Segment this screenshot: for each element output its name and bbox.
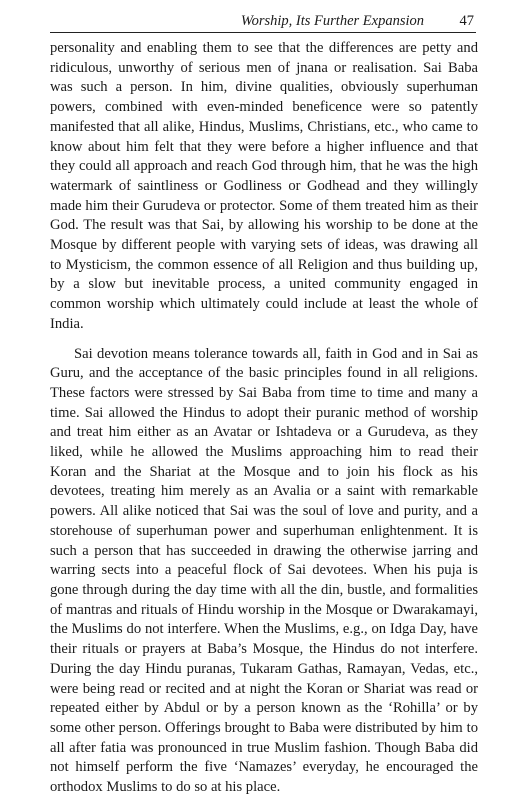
body-text — [50, 39, 478, 798]
running-title: Worship, Its Further Expansion — [240, 13, 424, 29]
paragraph-sai-devotion: Sai devotion means tolerance towards all, faith in God and in Sai as Guru, and the acceptance of the basic principles found in all religions. These factors were stressed by Sai Baba from time to time and many a time. Sai allowed the Hindus to adopt their puranic method of worship and treat him either as an Avatar or Ishtadeva or a Gurudeva, as they liked, while he allowed the Muslims approaching him to read their Koran and the Shariat at the Mosque and to join his flock as his devotees, treating him merely as an Avalia or a saint with remarkable powers. All alike noticed that Sai was the soul of love and purity, and a storehouse of superhuman power and superhuman enlightenment. It is such a person that has succeeded in drawing the otherwise jarring and warring sects into a peaceful flock of Sai devotees. When his puja is gone through during the day time with all the din, bustle, and formalities of mantras and rituals of Hindu worship in the Mosque or Dwarakamayi, the Muslims do not interfere. When the Muslims, e.g., on Idga Day, have their rituals or prayers at Baba’s Mosque, the Hindus do not interfere. During the day Hindu puranas, Tukaram Gathas, Ramayan, Vedas, etc., were being read or recited and at night the Koran or Shariat was read or repeated either by Abdul or by a person known as the ‘Rohilla’ or by some other person. Offerings brought to Baba were distributed by him to all after fatia was pronounced in true Muslim fashion. Though Baba did not himself perform the five ‘Namazes’ everyday, he encouraged the orthodox Muslims to do so at his place. — [50, 345, 478, 796]
page-number: 47 — [459, 13, 474, 29]
running-header — [50, 10, 476, 33]
paragraph-continued: personality and enabling them to see that the differences are petty and ridiculous, unworthy of serious men of jnana or realisation. Sai Baba was such a person. In him, divine qualities, obviously superhuman powers, combined with even-minded beneficence were so patently manifested that all alike, Hindus, Muslims, Christians, etc., who came to know about him felt that they were before a higher influence and that they could all approach and reach God through him, that he was the high watermark of saintliness or Godliness or Godhead and they willingly made him their Gurudeva or protector. Some of them treated him as their God. The result was that Sai, by allowing his worship to be done at the Mosque by different people with varying sets of ideas, was drawing all to Mysticism, the common essence of all Religion and thus building up, by a slow but inevitable process, a united community engaged in common worship which ultimately could include at least the whole of India. — [50, 40, 478, 332]
